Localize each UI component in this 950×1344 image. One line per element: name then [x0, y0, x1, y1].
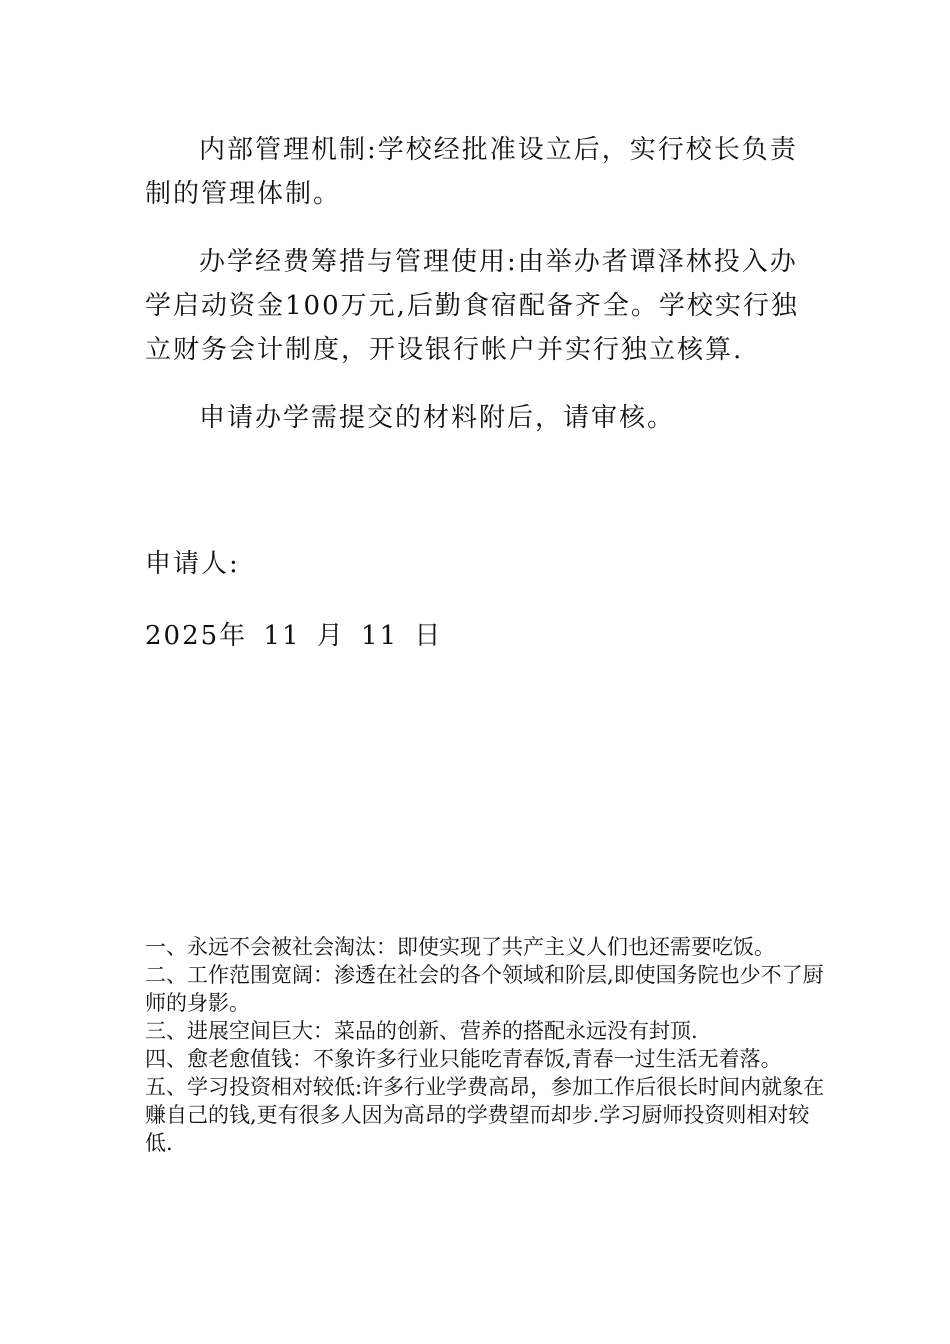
main-body — [145, 128, 810, 464]
notes-list — [145, 933, 825, 1157]
date-line: 2025年 11 月 11 日 — [145, 621, 443, 651]
note-item: 一、永远不会被社会淘汰：即使实现了共产主义人们也还需要吃饭。 — [145, 935, 775, 959]
paragraph-funding: 办学经费筹措与管理使用:由举办者谭泽林投入办学启动资金100万元,后勤食宿配备齐全。学校实行独立财务会计制度，开设银行帐户并实行独立核算. — [145, 247, 799, 365]
note-item: 三、进展空间巨大：菜品的创新、营养的搭配永远没有封顶. — [145, 1019, 698, 1043]
note-item: 四、愈老愈值钱：不象许多行业只能吃青春饭,青春一过生活无着落。 — [145, 1047, 782, 1071]
applicant-label: 申请人: — [145, 549, 240, 579]
paragraph-request: 申请办学需提交的材料附后，请审核。 — [199, 403, 676, 433]
note-item: 五、学习投资相对较低:许多行业学费高昂，参加工作后很长时间内就象在赚自己的钱,更有很多人因为高昂的学费望而却步.学习厨师投资则相对较低. — [145, 1075, 825, 1155]
note-item: 二、工作范围宽阔：渗透在社会的各个领域和阶层,即使国务院也少不了厨师的身影。 — [145, 963, 824, 1015]
paragraph-management: 内部管理机制:学校经批准设立后，实行校长负责制的管理体制。 — [145, 135, 798, 209]
